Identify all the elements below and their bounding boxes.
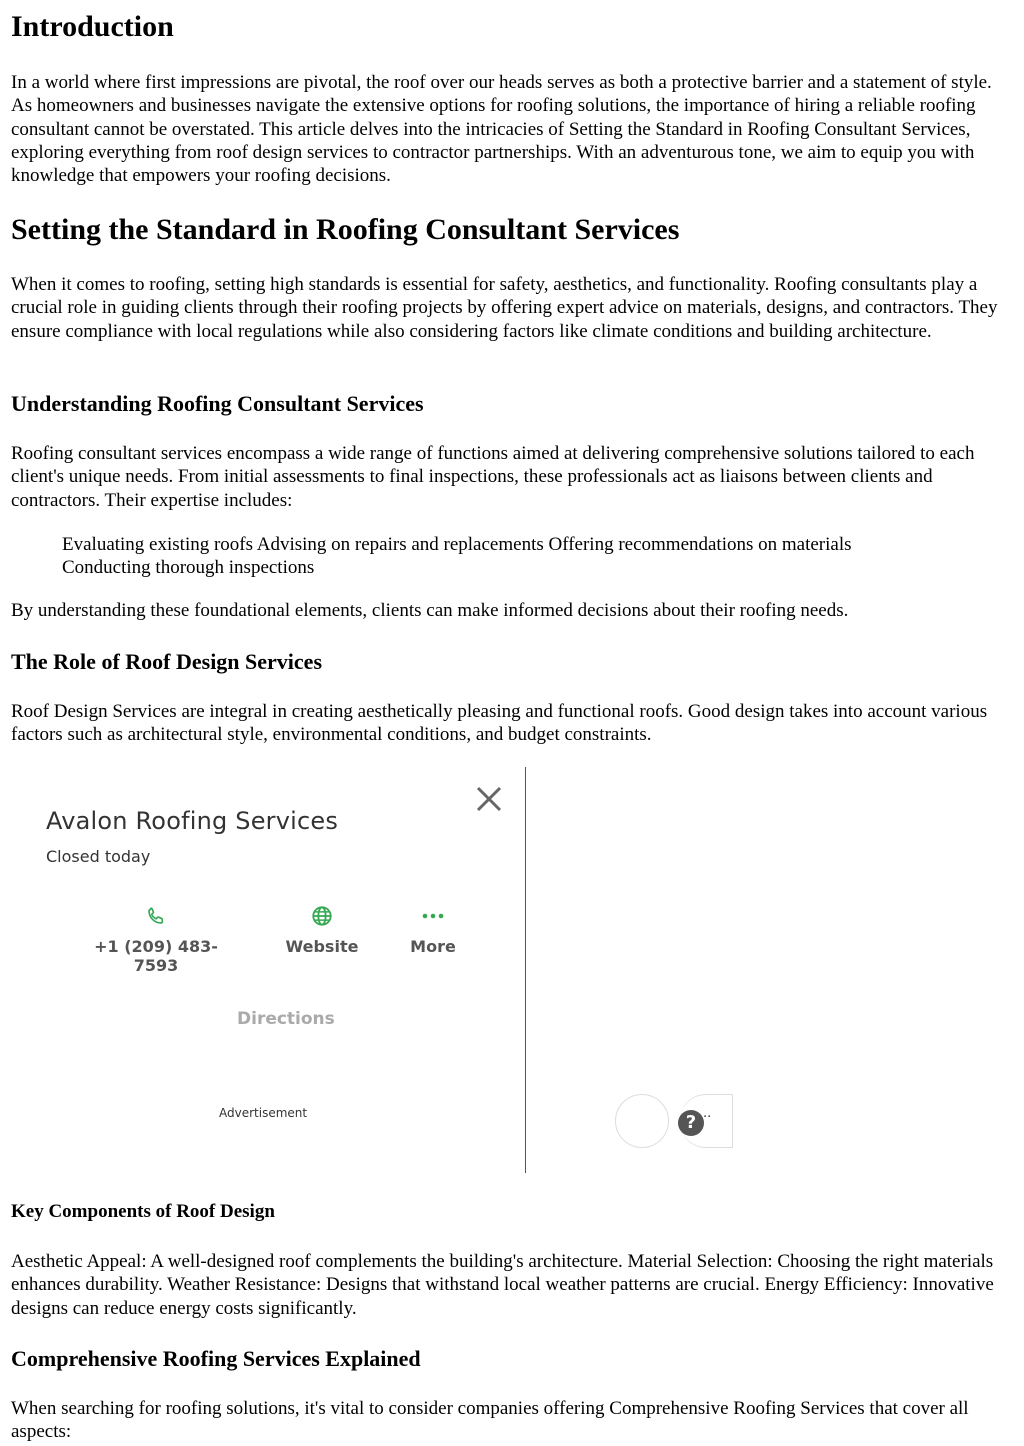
divider [525, 767, 526, 1173]
heading-setting-the-standard: Setting the Standard in Roofing Consultant Services [11, 213, 680, 246]
paragraph-key-components: Aesthetic Appeal: A well-designed roof complements the building's architecture. Material Selection: Choosing the right materials enhances durability. Weather Resistance: Designs that withstand local weather patterns are crucial. Energy Efficiency: Innovative designs can reduce energy costs significantly. [11, 1251, 994, 1319]
paragraph-foundational: By understanding these foundational elements, clients can make informed decisions about their roofing needs. [11, 600, 849, 621]
more-button[interactable] [408, 905, 458, 956]
expertise-list: Evaluating existing roofs Advising on repairs and replacements Offering recommendations on materials Conducting thorough inspections [62, 534, 852, 579]
phone-label: +1 (209) 483-7593 [94, 937, 218, 975]
paragraph-setting-the-standard: When it comes to roofing, setting high standards is essential for safety, aesthetics, and functionality. Roofing consultants play a crucial role in guiding clients through their roofing projects by offering expert advice on materials, designs, and contractors. They ensure compliance with local regulations while also considering factors like climate conditions and building architecture. [11, 274, 998, 342]
business-status: Closed today [46, 847, 151, 866]
heading-understanding: Understanding Roofing Consultant Services [11, 391, 424, 416]
business-listing-widget [0, 767, 1024, 1173]
paragraph-role-of-roof-design: Roof Design Services are integral in creating aesthetically pleasing and functional roofs. Good design takes into account various factors such as architectural style, environmental conditions, and budget constraints. [11, 701, 988, 746]
website-button[interactable] [282, 905, 362, 956]
paragraph-introduction: In a world where first impressions are pivotal, the roof over our heads serves as both a protective barrier and a statement of style. As homeowners and businesses navigate the extensive options for roofing solutions, the importance of hiring a reliable roofing consultant cannot be overstated. This article delves into the intricacies of Setting the Standard in Roofing Consultant Services, exploring everything from roof design services to contractor partnerships. With an adventurous tone, we aim to equip you with knowledge that empowers your roofing decisions. [11, 72, 992, 187]
heading-role-of-roof-design: The Role of Roof Design Services [11, 649, 323, 674]
close-icon [474, 784, 504, 814]
help-dots: ·· [703, 1110, 712, 1125]
widget-round-button[interactable] [615, 1094, 669, 1148]
website-label: Website [285, 937, 359, 956]
close-button[interactable] [474, 784, 504, 814]
phone-icon [145, 905, 167, 927]
heading-key-components: Key Components of Roof Design [11, 1201, 275, 1222]
more-dots-icon [421, 905, 445, 927]
paragraph-understanding: Roofing consultant services encompass a wide range of functions aimed at delivering comprehensive solutions tailored to each client's unique needs. From initial assessments to final inspections, these professionals act as liaisons between clients and contractors. Their expertise includes: [11, 443, 975, 511]
help-icon[interactable]: ? [678, 1110, 704, 1136]
paragraph-comprehensive: When searching for roofing solutions, it's vital to consider companies offering Comprehensive Roofing Services that cover all aspects: [11, 1398, 969, 1443]
advertisement-label: Advertisement [219, 1106, 308, 1120]
globe-icon [311, 905, 333, 927]
heading-introduction: Introduction [11, 10, 174, 43]
directions-button[interactable]: Directions [237, 1009, 335, 1029]
phone-button[interactable] [73, 905, 239, 975]
business-name: Avalon Roofing Services [46, 807, 339, 835]
more-label: More [410, 937, 456, 956]
heading-comprehensive: Comprehensive Roofing Services Explained [11, 1346, 421, 1371]
